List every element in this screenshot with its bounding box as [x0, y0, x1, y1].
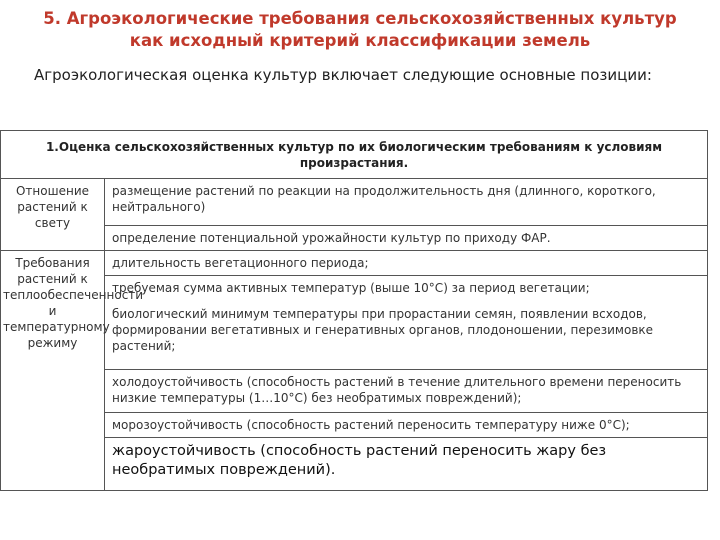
title-line-2: как исходный критерий классификации земель: [129, 31, 591, 50]
table-row: [1, 251, 708, 276]
position-item: длительность вегетационного периода;: [105, 251, 708, 276]
table-header-row: [1, 131, 708, 179]
table-row: [1, 226, 708, 251]
criteria-table: [0, 130, 708, 491]
category-light: Отношение растений к свету: [1, 179, 105, 251]
table-row: [1, 370, 708, 413]
table-row: [1, 438, 708, 491]
table-row: [1, 413, 708, 438]
table-header: 1.Оценка сельскохозяйственных культур по их биологическим требованиям к условиям произрастания.: [1, 131, 708, 179]
table-row: [1, 302, 708, 370]
position-item: требуемая сумма активных температур (выше 10°С) за период вегетации;: [105, 276, 708, 302]
table-row: [1, 179, 708, 226]
position-item: жароустойчивость (способность растений переносить жару без необратимых повреждений).: [105, 438, 708, 491]
title-line-1: 5. Агроэкологические требования сельскохозяйственных культур: [43, 9, 677, 28]
category-temperature: Требования растений к теплообеспеченности и температурному режиму: [1, 251, 105, 491]
position-item: определение потенциальной урожайности культур по приходу ФАР.: [105, 226, 708, 251]
position-item: размещение растений по реакции на продолжительность дня (длинного, короткого, нейтрального): [105, 179, 708, 226]
position-item: биологический минимум температуры при прорастании семян, появлении всходов, формировании вегетативных и генеративных органов, плодоношении, перезимовке растений;: [105, 302, 708, 370]
slide-subtitle: Агроэкологическая оценка культур включает следующие основные позиции:: [34, 66, 652, 84]
position-item: морозоустойчивость (способность растений переносить температуру ниже 0°С);: [105, 413, 708, 438]
slide-title: [0, 8, 720, 52]
position-item: холодоустойчивость (способность растений в течение длительного времени переносить низкие температуры (1…10°С) без необратимых повреждений);: [105, 370, 708, 413]
